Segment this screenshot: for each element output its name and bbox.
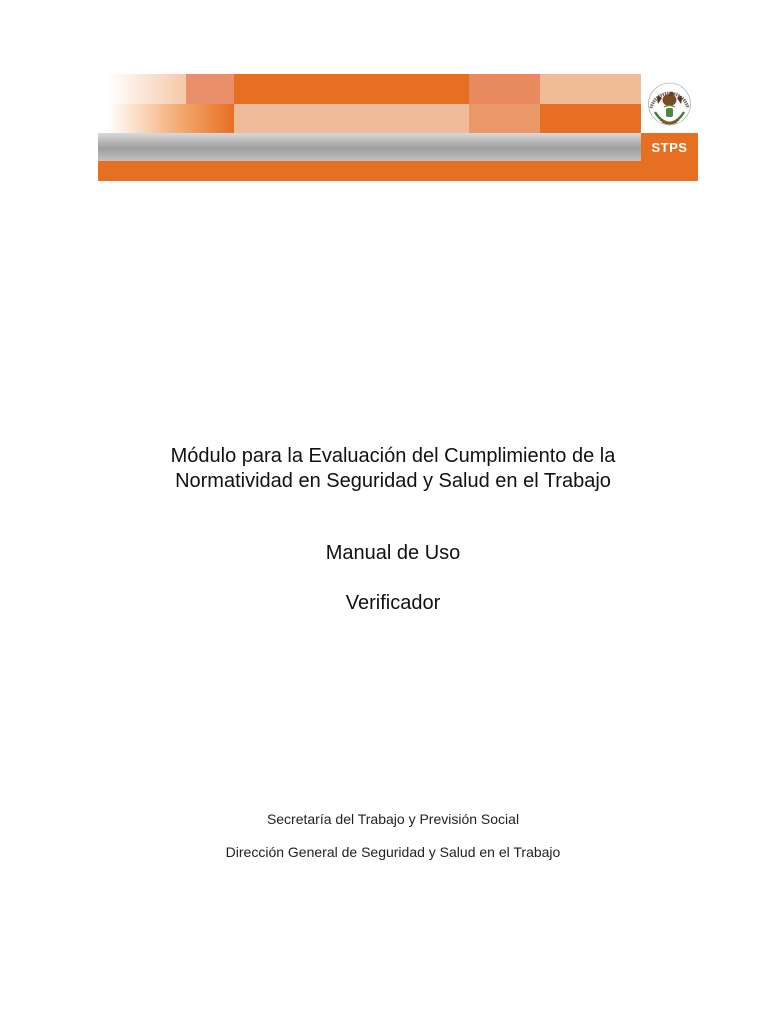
manual-heading: Manual de Uso: [325, 542, 461, 564]
document-title: [0, 444, 768, 494]
banner-orange-strip: [98, 161, 698, 181]
banner-grey-bar: [98, 133, 641, 161]
banner-block: [540, 74, 641, 104]
header-banner: [98, 74, 698, 181]
secretariat-name: Secretaría del Trabajo y Previsión Social: [266, 811, 520, 827]
coat-of-arms-seal: [641, 74, 698, 133]
mexican-coat-of-arms-icon: [641, 74, 698, 133]
stps-badge: [641, 133, 698, 161]
banner-block: [469, 104, 540, 133]
title-line-1: Módulo para la Evaluación del Cumplimiento de la: [170, 445, 616, 467]
banner-fade-top: [108, 74, 186, 104]
banner-block: [234, 104, 469, 133]
banner-fade-bottom: [108, 104, 234, 133]
title-line-2: Normatividad en Seguridad y Salud en el Trabajo: [175, 470, 611, 492]
banner-block: [469, 74, 540, 104]
stps-label: STPS: [651, 139, 688, 155]
banner-block: [540, 104, 641, 133]
directorate-name: Dirección General de Seguridad y Salud en el Trabajo: [225, 844, 561, 860]
banner-block: [234, 74, 469, 104]
banner-block: [186, 74, 234, 104]
role-heading: Verificador: [345, 592, 441, 614]
